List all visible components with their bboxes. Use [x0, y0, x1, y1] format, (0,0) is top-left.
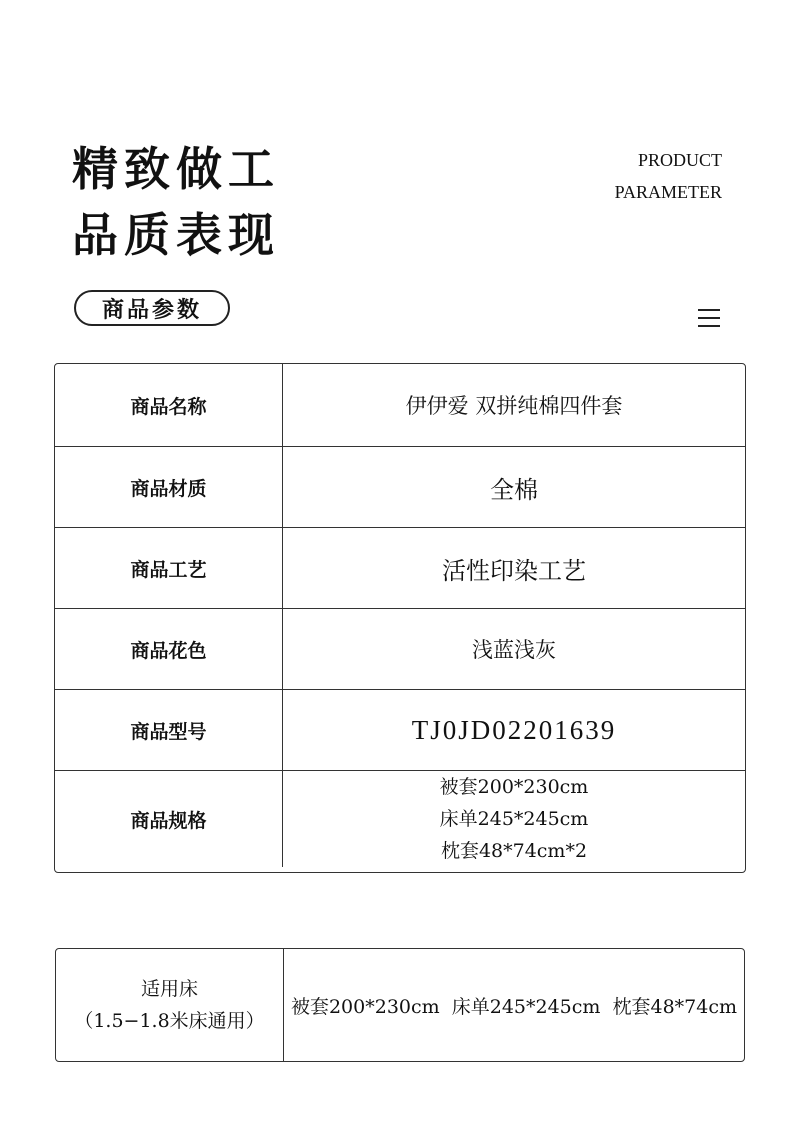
param-label: 商品材质 [55, 447, 283, 527]
param-value: 活性印染工艺 [442, 556, 586, 585]
param-label: 商品型号 [55, 690, 283, 770]
table-row [55, 609, 745, 690]
param-value: TJ0JD02201639 [411, 714, 617, 745]
table-row [55, 690, 745, 771]
param-label: 商品花色 [55, 609, 283, 689]
table-row [55, 364, 745, 447]
menu-icon[interactable] [698, 309, 720, 329]
headline-line-1: 精致做工 [72, 142, 280, 196]
table-row [55, 528, 745, 609]
table-row [55, 447, 745, 528]
english-title-line-1: PRODUCT [637, 150, 722, 170]
param-value: 浅蓝浅灰 [472, 638, 556, 662]
param-label: 商品规格 [55, 771, 283, 867]
headline-line-2: 品质表现 [72, 208, 280, 262]
table-row [55, 771, 745, 867]
spec-line: 被套200*230cm [439, 776, 589, 798]
spec-line: 床单245*245cm [439, 808, 589, 830]
bed-value: 被套200*230cm 床单245*245cm 枕套48*74cm [290, 995, 738, 1018]
bed-size-table [55, 948, 745, 1062]
parameter-table [54, 363, 746, 873]
param-value: 全棉 [490, 475, 538, 504]
section-label: 商品参数 [74, 290, 230, 326]
bed-label-line-1: 适用床 [140, 978, 198, 1000]
spec-line: 枕套48*74cm*2 [440, 840, 588, 862]
bed-label-line-2: （1.5−1.8米床通用） [74, 1010, 265, 1032]
english-title-line-2: PARAMETER [614, 182, 722, 202]
param-value-list [283, 771, 745, 867]
param-label: 商品名称 [55, 364, 283, 446]
param-value: 伊伊爱 双拼纯棉四件套 [405, 394, 623, 418]
param-label: 商品工艺 [55, 528, 283, 608]
bed-label [56, 949, 284, 1061]
